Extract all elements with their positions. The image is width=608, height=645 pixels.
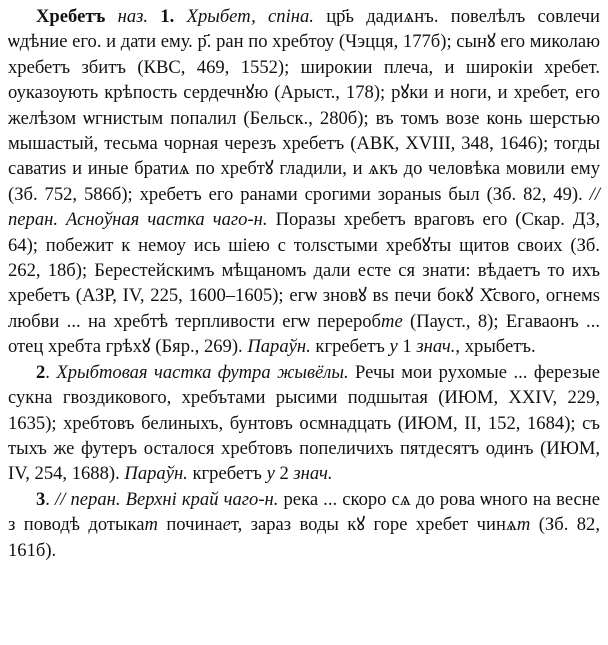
- sense-3-paragraph: 3. // перан. Верхні край чаго-н. река ... скоро сѧ до рова ѡного на весне з поводѣ дотыкат починает, зараз воды кꙋ горе хребет чинѧт (Зб. 82, 161б).: [8, 488, 600, 561]
- text-run: ѕ: [59, 158, 67, 180]
- text-run: ѕ: [381, 285, 389, 307]
- text-run: был (Зб. 82, 49).: [441, 183, 590, 205]
- text-run: кгребетъ: [310, 336, 390, 358]
- text-run: Параўн.: [124, 463, 188, 485]
- text-run: Поразы хребетъ враговъ его (Скар. ДЗ, 64); побежит к немоу ись шіею с тол: [8, 209, 600, 256]
- text-run: т: [144, 514, 158, 536]
- text-run: знач.: [293, 463, 333, 485]
- text-run: те: [381, 310, 403, 332]
- text-run: печи бокꙋ Х҃свого, огнем: [388, 285, 593, 307]
- text-run: ѕ: [319, 234, 328, 256]
- text-run: , хрыбетъ.: [455, 336, 536, 358]
- part-of-speech: наз.: [117, 6, 149, 27]
- text-run: река ... скоро сѧ до рова ѡного на весне з поводѣ дотыка: [8, 488, 600, 536]
- text-run: кгребетъ: [187, 463, 267, 485]
- sense-2-paragraph: 2. Хрыбтовая частка футра жывёлы. Речы мои рухомые ... ферезые сукна гвоздикового, хребътами рысими подшытая (ИЮМ, XXIV, 229, 1635); хребтовъ белиныхъ, бунтовъ осмнадцать (ИЮМ, II, 152, 1684); съ тыхъ же футеръ осталося хребтовъ попеличихъ пятдесятъ одинъ (ИЮМ, IV, 254, 1688). Параўн. кгребетъ у 2 знач.: [8, 361, 600, 485]
- text-run: ѕ: [592, 285, 600, 307]
- text-run: 1: [397, 336, 417, 358]
- text-run: е: [222, 514, 231, 536]
- headword: Хребетъ: [36, 6, 106, 27]
- text-run: ѕ: [434, 183, 442, 205]
- text-run: т, зараз воды кꙋ горе хребет чинѧ: [230, 514, 517, 536]
- sense-number: 1: [160, 6, 170, 27]
- text-run: у: [266, 463, 275, 485]
- sense-body: [8, 6, 600, 357]
- sense-body: [8, 362, 600, 485]
- sense-body: [8, 489, 600, 561]
- text-run: стыми хребꙋты щитов своих (Зб. 262, 18б); Берестейскимъ мѣщаномъ дали есте ся знати: вѣдаетъ то ихъ хребетъ (АЗР, IV, 225, 1600–1605); егѡ зновꙋ в: [8, 234, 601, 307]
- text-run: почина: [157, 514, 223, 536]
- text-run: (Зб. 82, 161б).: [8, 514, 600, 561]
- text-run: Хрыбет, спіна.: [174, 6, 314, 27]
- text-run: Хрыбтовая частка футра жывёлы.: [49, 361, 349, 383]
- text-run: цр҃ь дадиѧнъ. повелѣлъ совлечи ѡдѣние его. и дати ему. р҃. ран по хребтоу (Чэцця, 177б); сынꙋ его миколаю хребетъ збитъ (КВС, 469, 1552); широкии плеча, и широкіи хребет. оуказоують крѣпость сердечнꙋю (Арыст., 178); рꙋки и ноги, и хребет, его желѣзом ѡгнистым попалил (Бельск., 280б); въ томъ возе конь шерстью мышастый, тесьма чорная черезъ хребетъ (АВК, XVIII, 348, 1646); тогды савати: [8, 6, 600, 180]
- text-run: т: [516, 514, 531, 536]
- sense-1-paragraph: Хребетъ наз. 1. Хрыбет, спіна. цр҃ь дадиѧнъ. повелѣлъ совлечи ѡдѣние его. и дати ему. р҃. ран по хребтоу (Чэцця, 177б); сынꙋ его миколаю хребетъ збитъ (КВС, 469, 1552); широкии плеча, и широкіи хребет. оуказоують крѣпость сердечнꙋю (Арыст., 178); рꙋки и ноги, и хребет, его желѣзом ѡгнистым попалил (Бельск., 280б); въ томъ возе конь шерстью мышастый, тесьма чорная черезъ хребетъ (АВК, XVIII, 348, 1646); тогды саватиѕ и иные братиѧ по хребтꙋ гладили, и ѧкъ до человѣка мовили ему (Зб. 752, 586б); хребетъ его ранами срогими зораныѕ был (Зб. 82, 49). // перан. Асноўная частка чаго-н. Поразы хребетъ враговъ его (Скар. ДЗ, 64); побежит к немоу ись шіею с толѕстыми хребꙋты щитов своих (Зб. 262, 18б); Берестейскимъ мѣщаномъ дали есте ся знати: вѣдаетъ то ихъ хребетъ (АЗР, IV, 225, 1600–1605); егѡ зновꙋ вѕ печи бокꙋ Х҃свого, огнемѕ любви ... на хребтѣ терпливости егѡ переробте (Пауст., 8); Егаваонъ ... отец хребта грѣхꙋ (Бяр., 269). Параўн. кгребетъ у 1 знач., хрыбетъ.: [8, 6, 601, 358]
- text-run: и иные братиѧ по хребтꙋ гладили, и ѧкъ до человѣка мовили ему (Зб. 752, 586б); хребетъ его ранами срогими зораны: [8, 158, 600, 205]
- text-run: у: [389, 336, 398, 358]
- text-run: (Пауст., 8); Егаваонъ ... отец хребта грѣхꙋ (Бяр., 269).: [8, 310, 600, 358]
- text-run: Речы мои рухомые ... ферезые сукна гвоздикового, хребътами рысими подшытая (ИЮМ, XXIV, 229, 1635); хребтовъ белиныхъ, бунтовъ осмнадцать (ИЮМ, II, 152, 1684); съ тыхъ же футеръ осталося хребтовъ попеличихъ пятдесятъ одинъ (ИЮМ, IV, 254, 1688).: [8, 361, 600, 485]
- text-run: 2: [274, 463, 294, 485]
- text-run: знач.: [416, 336, 456, 358]
- text-run: // перан. Верхні край чаго-н.: [49, 488, 279, 510]
- sense-number: 2: [36, 361, 46, 383]
- sense-number: 3: [36, 488, 46, 510]
- text-run: Параўн.: [247, 336, 311, 358]
- text-run: любви ... на хребтѣ терпливости егѡ перероб: [8, 310, 382, 332]
- text-run: // перан. Асноўная частка чаго-н.: [8, 183, 600, 231]
